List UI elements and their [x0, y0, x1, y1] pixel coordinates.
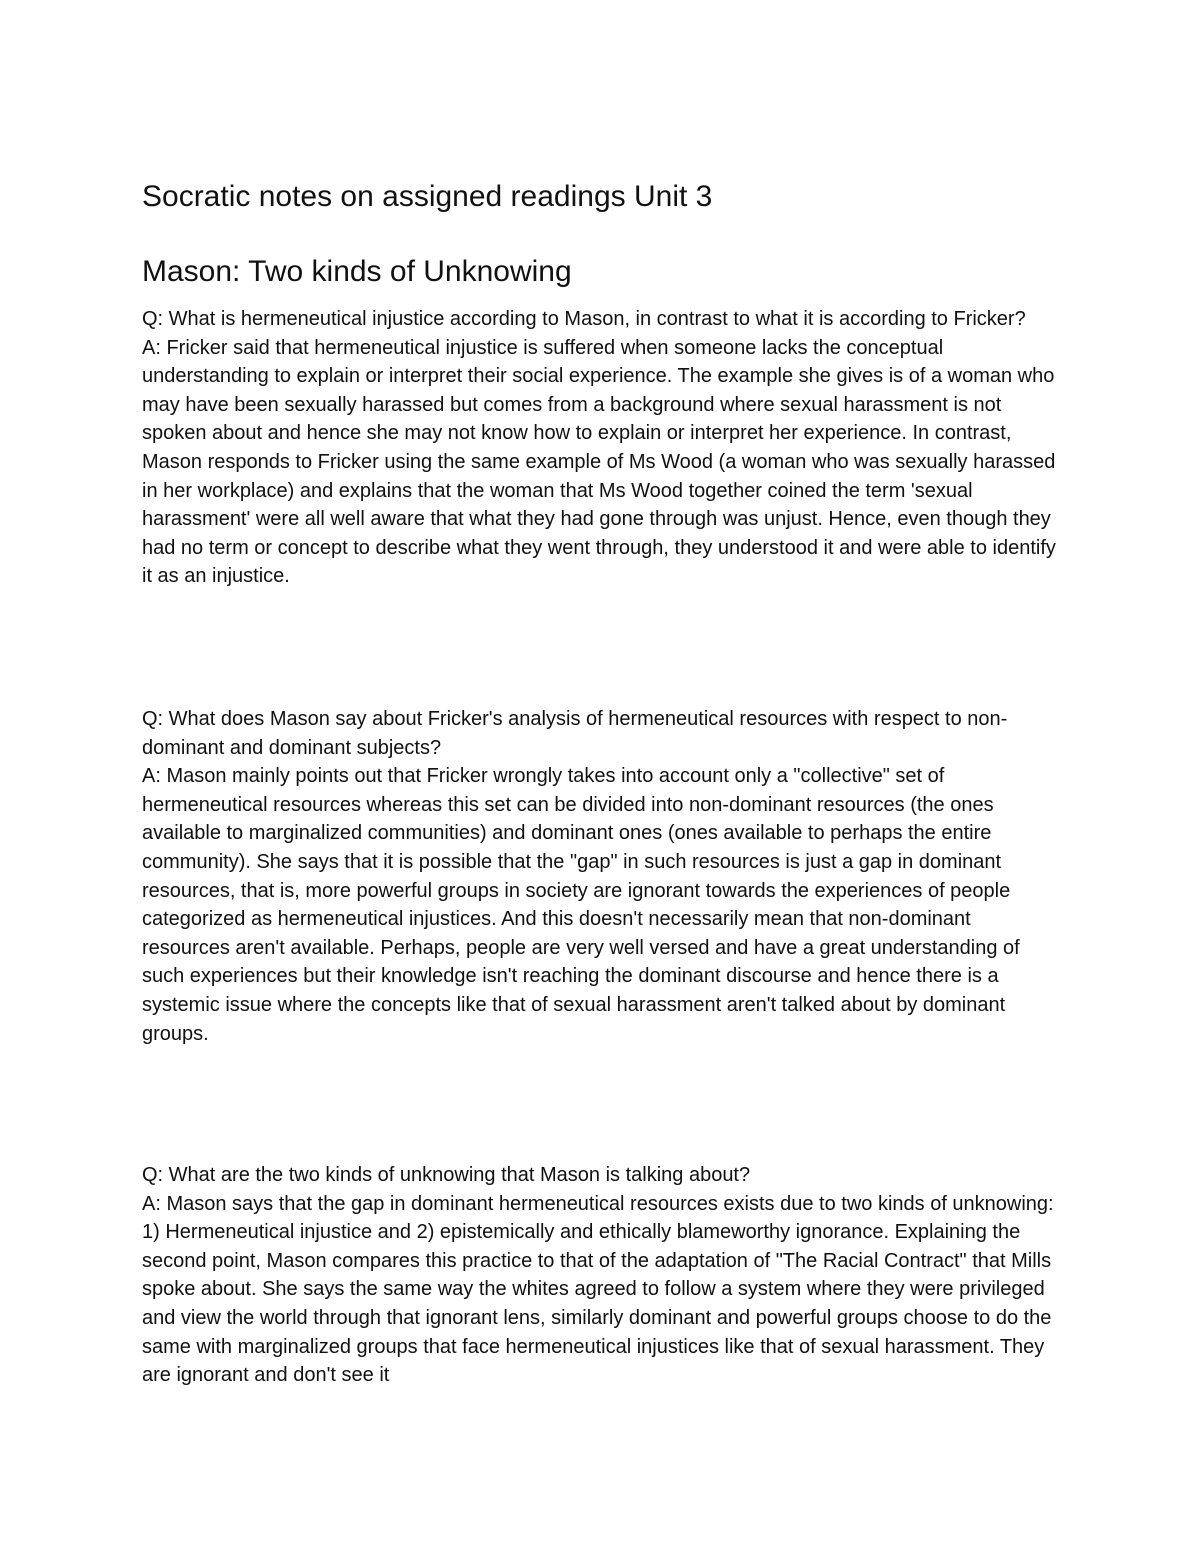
qa-block: [142, 1161, 1062, 1390]
question-text: Q: What does Mason say about Fricker's analysis of hermeneutical resources with respect to non-dominant and dominant subjects?: [142, 708, 1008, 759]
answer-text: A: Mason mainly points out that Fricker wrongly takes into account only a "collective" set of hermeneutical resources whereas this set can be divided into non-dominant resources (the ones available to marginalized communities) and dominant ones (ones available to perhaps the entire community). She says that it is possible that the "gap" in such resources is just a gap in dominant resources, that is, more powerful groups in society are ignorant towards the experiences of people categorized as hermeneutical injustices. And this doesn't necessarily mean that non-dominant resources aren't available. Perhaps, people are very well versed and have a great understanding of such experiences but their knowledge isn't reaching the dominant discourse and hence there is a systemic issue where the concepts like that of sexual harassment aren't talked about by dominant groups.: [142, 765, 1020, 1045]
question-text: Q: What are the two kinds of unknowing that Mason is talking about?: [142, 1164, 751, 1186]
section-heading: Mason: Two kinds of Unknowing: [142, 255, 572, 288]
answer-text: A: Fricker said that hermeneutical injustice is suffered when someone lacks the conceptual understanding to explain or interpret their social experience. The example she gives is of a woman who may have been sexually harassed but comes from a background where sexual harassment is not spoken about and hence she may not know how to explain or interpret her experience. In contrast, Mason responds to Fricker using the same example of Ms Wood (a woman who was sexually harassed in her workplace) and explains that the woman that Ms Wood together coined the term 'sexual harassment' were all well aware that what they had gone through was unjust. Hence, even though they had no term or concept to describe what they went through, they understood it and were able to identify it as an injustice.: [142, 336, 1056, 588]
question-text: Q: What is hermeneutical injustice according to Mason, in contrast to what it is according to Fricker?: [142, 308, 1026, 330]
qa-block: [142, 305, 1062, 591]
document-title: Socratic notes on assigned readings Unit 3: [142, 180, 713, 213]
qa-block: [142, 705, 1062, 1048]
answer-text: A: Mason says that the gap in dominant hermeneutical resources exists due to two kinds of unknowing: 1) Hermeneutical injustice and 2) epistemically and ethically blameworthy ignorance. Explaining the second point, Mason compares this practice to that of the adaptation of "The Racial Contract" that Mills spoke about. She says the same way the whites agreed to follow a system where they were privileged and view the world through that ignorant lens, similarly dominant and powerful groups choose to do the same with marginalized groups that face hermeneutical injustices like that of sexual harassment. They are ignorant and don't see it: [142, 1192, 1054, 1387]
